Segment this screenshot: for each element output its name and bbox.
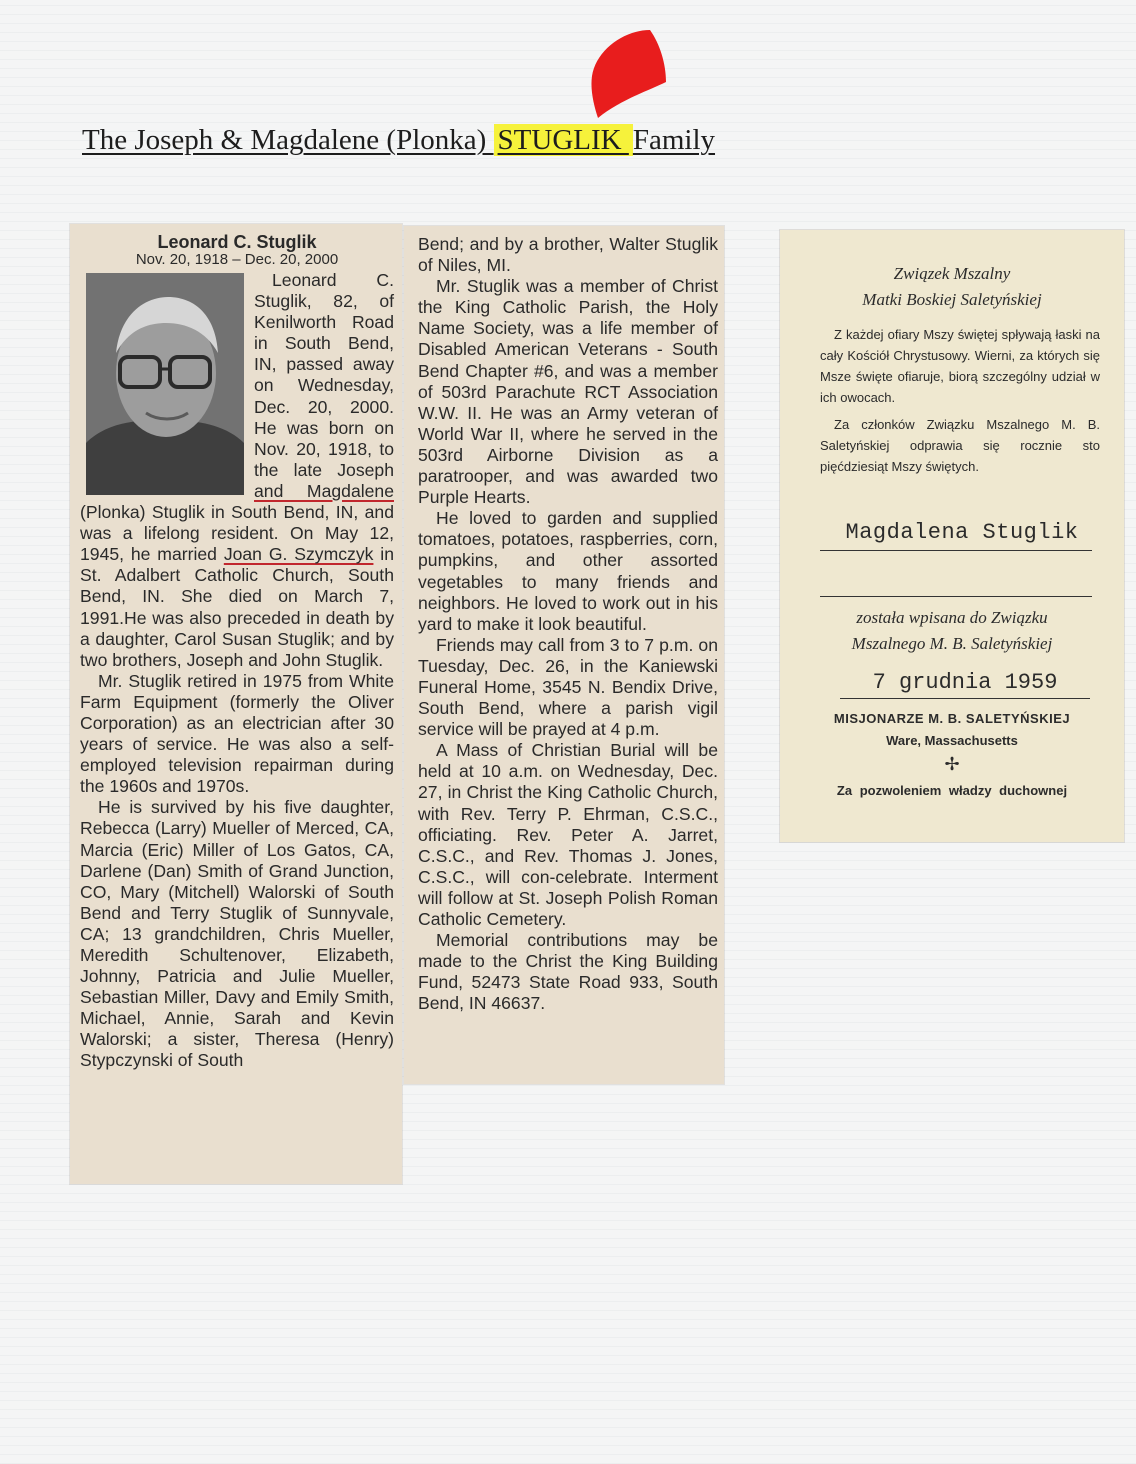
enrollment-date: 7 grudnia 1959: [872, 670, 1058, 695]
card-body: [820, 324, 1100, 477]
enrolled-name: Magdalena Stuglik: [845, 520, 1079, 545]
obituary-paragraph-6: Friends may call from 3 to 7 p.m. on Tuesday, Dec. 26, in the Kaniewski Funeral Home, 3545 N. Bendix Drive, South Bend, where a parish vigil service will be prayed at 4 p.m.: [418, 634, 718, 740]
obituary-name: Leonard C. Stuglik: [157, 232, 317, 252]
obituary-paragraph-3: He is survived by his five daughter, Rebecca (Larry) Mueller of Merced, CA, Marcia (Eric) Miller of Los Gatos, CA, Darlene (Dan) Smith of Grand Junction, CO, Mary (Mitchell) Walorski of South Bend and Terry Stuglik of Sunnyvale, CA; 13 grandchildren, Chris Mueller, Meredith Schultenover, Elizabeth, Johnny, Patricia and Julie Mueller, Sebastian Miller, Davy and Emily Smith, Michael, Annie, Sarah and Kevin Walorski; a sister, Theresa (Henry) Stypczynski of South: [80, 797, 394, 1071]
card-paragraph-2: Za członków Związku Mszalnego M. B. Saletyńskiej odprawia się rocznie sto pięćdziesiąt Mszy świętych.: [820, 417, 1100, 474]
title-part1: The Joseph & Magdalene (Plonka): [82, 124, 494, 156]
enrolled-line-1: została wpisana do Związku: [856, 608, 1048, 627]
obituary-column-1: [80, 232, 394, 1072]
obituary-paragraph-2: Mr. Stuglik retired in 1975 from White Farm Equipment (formerly the Oliver Corporation) as an electrician after 30 years of service. He was also a self-employed television repairman during the 1960s and 1970s.: [80, 670, 394, 797]
name-rule: [820, 550, 1092, 551]
obituary-clipping-right: [404, 226, 724, 1084]
red-underline-magdalene: and Magdalene: [254, 480, 394, 501]
card-organization: MISJONARZE M. B. SALETYŃSKIEJ: [833, 711, 1071, 726]
card-heading-1: Związek Mszalny: [893, 264, 1011, 283]
obituary-paragraph-8: Memorial contributions may be made to the Christ the King Building Fund, 52473 State Road 933, South Bend, IN 46637.: [418, 930, 718, 1014]
obituary-dates: Nov. 20, 1918 – Dec. 20, 2000: [135, 251, 339, 268]
obituary-column-2: [418, 234, 718, 1014]
card-paragraph-1: Z każdej ofiary Mszy świętej spływają łaski na cały Kościół Chrystusowy. Wierni, za których się Msze święte ofiaruje, biorą szczególny udział w ich owocach.: [820, 327, 1100, 405]
obituary-paragraph-4: Mr. Stuglik was a member of Christ the King Catholic Parish, the Holy Name Society, was a life member of Disabled American Veterans - South Bend Chapter #6, and was a member of 503rd Parachute RCT Association W.W. II. He was an Army veteran of World War II, where he served in the 503rd Airborne Division as a paratrooper, and was awarded two Purple Hearts.: [418, 276, 718, 508]
title-part2: Family: [632, 124, 716, 156]
page-title: [82, 124, 822, 157]
portrait-photo: [86, 273, 244, 495]
title-highlight: STUGLIK: [494, 124, 633, 156]
enrolled-line-2: Mszalnego M. B. Saletyńskiej: [851, 634, 1053, 653]
red-underline-joan: Joan G. Szymczyk: [223, 544, 374, 565]
date-rule: [840, 698, 1090, 699]
card-location: Ware, Massachusetts: [886, 733, 1018, 748]
obituary-paragraph-1: Leonard C. Stuglik, 82, of Kenilworth Road in South Bend, IN, passed away on Wednesday, Dec. 20, 2000. He was born on Nov. 20, 1918, to the late Joseph and Magdalene (Plonka) Stuglik in South Bend, IN, and was a lifelong resident. On May 12, 1945, he married Joan G. Szymczyk in St. Adalbert Catholic Church, South Bend, IN. She died on March 7, 1991.He was also preceded in death by a daughter, Carol Susan Stuglik; and by two brothers, Joseph and John Stuglik.: [80, 270, 394, 670]
obituary-paragraph-5: He loved to garden and supplied tomatoes, potatoes, raspberries, corn, pumpkins, and other assorted vegetables to many friends and neighbors. He loved to work out in his yard to make it look beautiful.: [418, 508, 718, 634]
obituary-clipping-left: [70, 224, 402, 1184]
second-rule: [820, 596, 1092, 597]
cross-icon: ✢: [944, 754, 960, 774]
red-tab-marker: [590, 28, 668, 120]
obituary-paragraph-continued: Bend; and by a brother, Walter Stuglik of Niles, MI.: [418, 234, 718, 276]
mass-enrollment-card: [780, 230, 1124, 842]
card-permission: Za pozwoleniem władzy duchownej: [836, 783, 1068, 798]
obituary-paragraph-7: A Mass of Christian Burial will be held at 10 a.m. on Wednesday, Dec. 27, in Christ the King Catholic Church, with Rev. Terry P. Ehrman, C.S.C., officiating. Rev. Peter A. Jarret, C.S.C., and Rev. Thomas J. Jones, C.S.C., will con-celebrate. Interment will follow at St. Joseph Polish Roman Catholic Cemetery.: [418, 740, 718, 929]
card-heading-2: Matki Boskiej Saletyńskiej: [862, 290, 1042, 309]
